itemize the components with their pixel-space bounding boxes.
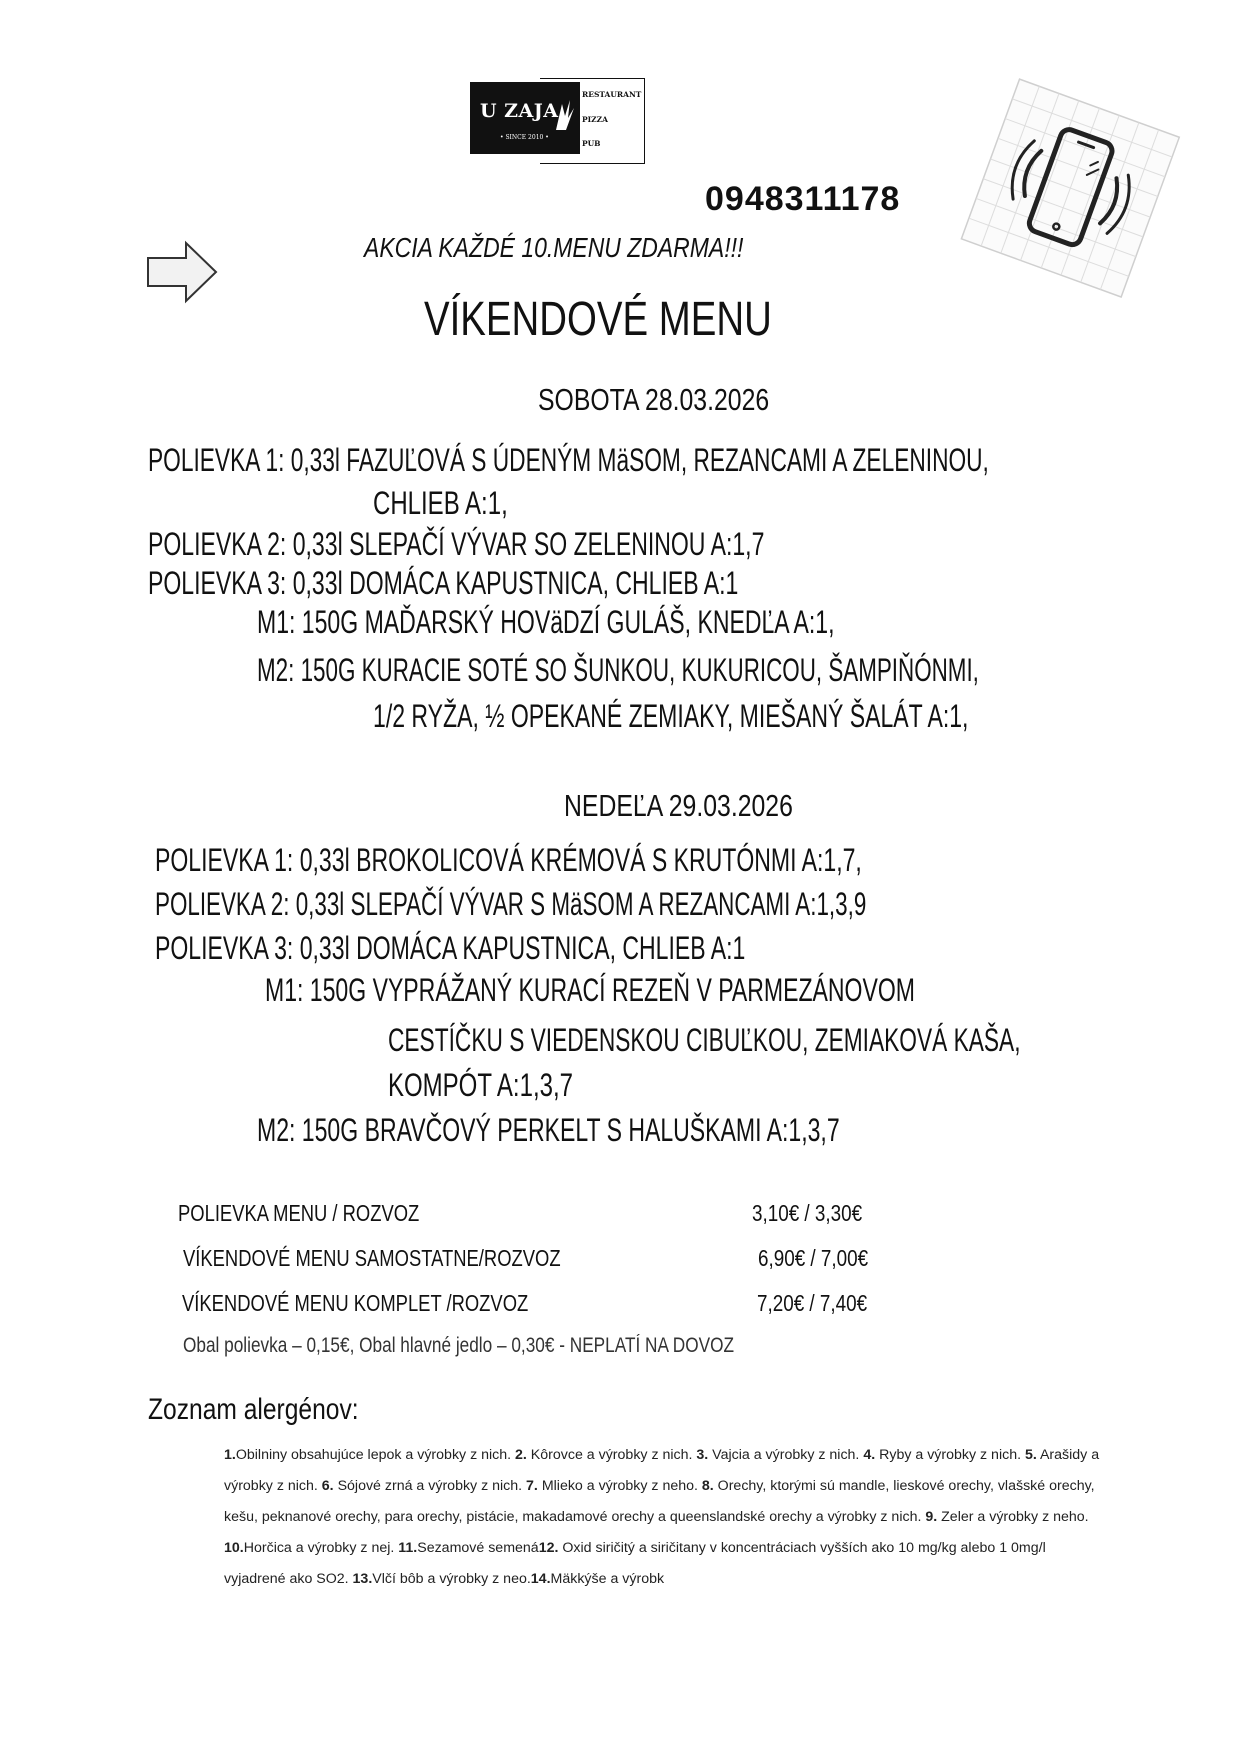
menu-line: POLIEVKA 2: 0,33l SLEPAČÍ VÝVAR SO ZELENINOU A:1,7 xyxy=(148,526,765,562)
menu-line: POLIEVKA 3: 0,33l DOMÁCA KAPUSTNICA, CHLIEB A:1 xyxy=(155,930,746,966)
price-label: VÍKENDOVÉ MENU SAMOSTATNE/ROZVOZ xyxy=(183,1245,561,1271)
allergen-text: Mäkkýše a výrobk xyxy=(550,1571,665,1587)
logo-since: • SINCE 2010 • xyxy=(500,134,549,141)
menu-line: POLIEVKA 1: 0,33l BROKOLICOVÁ KRÉMOVÁ S KRUTÓNMI A:1,7, xyxy=(155,842,862,878)
price-label: POLIEVKA MENU / ROZVOZ xyxy=(178,1200,420,1226)
allergen-text: Sezamové semená xyxy=(417,1540,539,1556)
allergen-text: Obilniny obsahujúce lepok a výrobky z nich. xyxy=(235,1447,516,1463)
menu-line: M1: 150G MAĎARSKÝ HOVäDZÍ GULÁŠ, KNEDĽA A:1, xyxy=(257,604,835,640)
allergen-text: Arašidy a výrobky z nich. xyxy=(224,1447,1100,1494)
allergen-number: 4. xyxy=(863,1447,876,1463)
menu-line: 1/2 RYŽA, ½ OPEKANÉ ZEMIAKY, MIEŠANÝ ŠALÁT A:1, xyxy=(373,698,969,734)
menu-line: M1: 150G VYPRÁŽANÝ KURACÍ REZEŇ V PARMEZÁNOVOM xyxy=(265,972,915,1008)
allergen-text: Ryby a výrobky z nich. xyxy=(875,1447,1025,1463)
logo-restaurant: RESTAURANT xyxy=(582,90,642,99)
menu-line: CHLIEB A:1, xyxy=(373,485,508,521)
allergen-number: 2. xyxy=(515,1447,527,1463)
restaurant-logo xyxy=(470,78,646,164)
rabbit-icon xyxy=(552,96,580,132)
allergen-text: Vajcia a výrobky z nich. xyxy=(708,1447,864,1463)
allergen-number: 3. xyxy=(696,1447,709,1463)
allergen-number: 8. xyxy=(701,1478,714,1494)
allergen-number: 1. xyxy=(224,1447,236,1463)
price-value: 7,20€ / 7,40€ xyxy=(757,1290,868,1316)
promo-text: AKCIA KAŽDÉ 10.MENU ZDARMA!!! xyxy=(364,232,744,263)
allergen-number: 14. xyxy=(530,1571,551,1587)
allergen-number: 6. xyxy=(321,1478,334,1494)
allergen-text: Mlieko a výrobky z neho. xyxy=(537,1478,702,1494)
logo-pub: PUB xyxy=(582,139,601,148)
allergen-number: 5. xyxy=(1024,1447,1037,1463)
allergen-text: Zeler a výrobky z neho. xyxy=(937,1509,1089,1525)
menu-line: M2: 150G BRAVČOVÝ PERKELT S HALUŠKAMI A:1,3,7 xyxy=(257,1112,840,1148)
allergen-number: 13. xyxy=(352,1571,373,1587)
menu-line: KOMPÓT A:1,3,7 xyxy=(388,1067,573,1103)
logo-pizza: PIZZA xyxy=(582,115,608,124)
allergen-text: Kôrovce a výrobky z nich. xyxy=(526,1447,697,1463)
allergen-text: Oxid siričitý a siričitany v koncentráciach vyšších ako 10 mg/kg alebo 1 0mg/l vyjadrené ako SO2. xyxy=(224,1540,1046,1587)
saturday-heading: SOBOTA 28.03.2026 xyxy=(538,382,770,417)
phone-number: 0948311178 xyxy=(705,180,901,218)
allergen-text: Horčica a výrobky z nej. xyxy=(243,1540,399,1556)
menu-line: POLIEVKA 1: 0,33l FAZUĽOVÁ S ÚDENÝM MäSOM, REZANCAMI A ZELENINOU, xyxy=(148,442,989,478)
allergens-heading: Zoznam alergénov: xyxy=(148,1393,359,1426)
menu-line: CESTÍČKU S VIEDENSKOU CIBUĽKOU, ZEMIAKOVÁ KAŠA, xyxy=(388,1022,1021,1058)
logo-name: U ZAJA xyxy=(480,100,559,122)
allergen-number: 10. xyxy=(224,1540,244,1556)
allergen-text: Vlčí bôb a výrobky z neo. xyxy=(372,1571,531,1587)
allergen-number: 11. xyxy=(398,1540,418,1556)
menu-line: POLIEVKA 3: 0,33l DOMÁCA KAPUSTNICA, CHLIEB A:1 xyxy=(148,565,739,601)
allergen-text: Sójové zrná a výrobky z nich. xyxy=(333,1478,527,1494)
price-value: 3,10€ / 3,30€ xyxy=(752,1200,863,1226)
allergen-number: 9. xyxy=(925,1509,938,1525)
menu-line: POLIEVKA 2: 0,33l SLEPAČÍ VÝVAR S MäSOM A REZANCAMI A:1,3,9 xyxy=(155,886,867,922)
right-arrow-icon xyxy=(146,240,218,304)
allergen-text: Orechy, ktorými sú mandle, lieskové orechy, vlašské orechy, kešu, peknanové orechy, para orechy, pistácie, makadamové orechy a queenslandské orechy a výrobky z nich. xyxy=(224,1478,1095,1525)
packaging-note: Obal polievka – 0,15€, Obal hlavné jedlo – 0,30€ - NEPLATÍ NA DOVOZ xyxy=(183,1334,735,1357)
page-title: VÍKENDOVÉ MENU xyxy=(424,293,772,346)
price-label: VÍKENDOVÉ MENU KOMPLET /ROZVOZ xyxy=(182,1290,529,1316)
menu-line: M2: 150G KURACIE SOTÉ SO ŠUNKOU, KUKURICOU, ŠAMPIŇÓNMI, xyxy=(257,652,979,688)
allergens-list xyxy=(224,1440,1104,1595)
allergen-number: 12. xyxy=(538,1540,559,1556)
allergen-number: 7. xyxy=(526,1478,538,1494)
price-value: 6,90€ / 7,00€ xyxy=(758,1245,869,1271)
sunday-heading: NEDEĽA 29.03.2026 xyxy=(564,788,793,823)
phone-illustration xyxy=(955,78,1185,300)
